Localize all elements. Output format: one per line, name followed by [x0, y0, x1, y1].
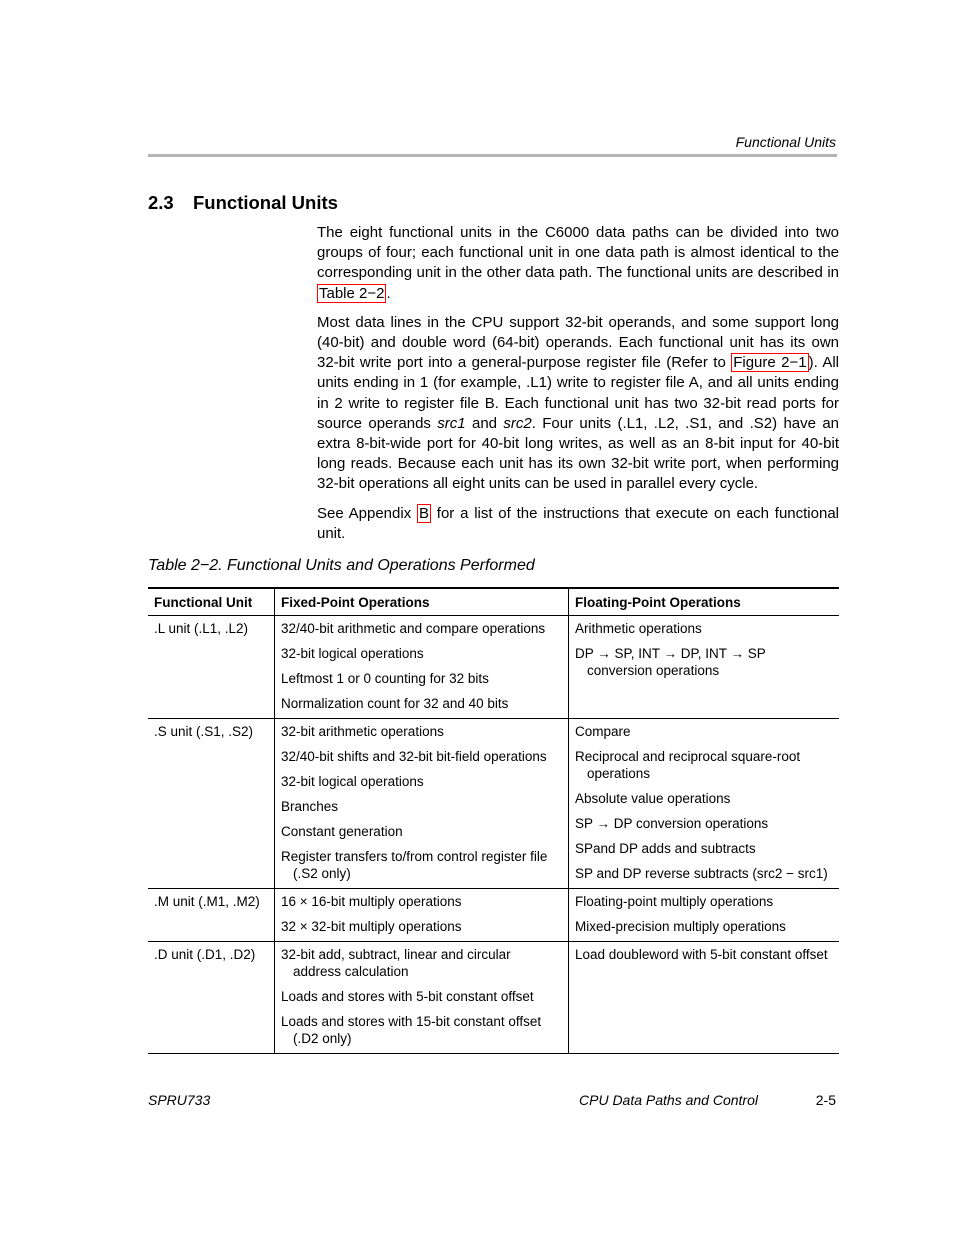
paragraph-2-text-c: and: [465, 414, 504, 432]
float-op: Arithmetic operations: [575, 621, 702, 636]
figure-2-1-link[interactable]: Figure 2−1: [733, 354, 807, 372]
float-ops-cell: [569, 616, 840, 719]
unit-cell: .M unit (.M1, .M2): [148, 889, 275, 942]
table-row: [148, 889, 839, 942]
float-op: Reciprocal and reciprocal square-root operations: [575, 749, 801, 781]
fixed-op: 32-bit logical operations: [281, 646, 424, 661]
appendix-b-link[interactable]: B: [418, 504, 429, 522]
fixed-op: 32/40-bit arithmetic and compare operations: [281, 621, 546, 636]
header-fixed-point: Fixed-Point Operations: [275, 588, 569, 616]
fixed-op: Leftmost 1 or 0 counting for 32 bits: [281, 671, 489, 686]
unit-cell: .S unit (.S1, .S2): [148, 719, 275, 889]
table-2-2-link[interactable]: Table 2−2: [319, 284, 385, 302]
fixed-op: 32/40-bit shifts and 32-bit bit-field operations: [281, 749, 547, 764]
float-op: SP → DP conversion operations: [575, 816, 769, 831]
table-row: [148, 942, 839, 1054]
fixed-op: Loads and stores with 5-bit constant offset: [281, 989, 534, 1004]
float-ops-cell: [569, 942, 840, 1054]
float-op: Floating-point multiply operations: [575, 894, 774, 909]
header-floating-point: Floating-Point Operations: [569, 588, 840, 616]
header-functional-unit: Functional Unit: [148, 588, 275, 616]
paragraph-1-text: The eight functional units in the C6000 data paths can be divided into two groups of four; each functional unit in one data path is almost identical to the corresponding unit in the other data path. The functional units are described in: [317, 224, 839, 282]
float-ops-cell: [569, 719, 840, 889]
paragraph-2-text-b: ). All units ending in 1 (for example, .L1) write to register file A, and all units ending in 2 write to register file B. Each functional unit has two 32-bit read ports for source operands: [317, 354, 839, 432]
fixed-op: Register transfers to/from control register file (.S2 only): [281, 849, 548, 881]
header-rule: [148, 154, 837, 157]
float-op: Absolute value operations: [575, 791, 731, 806]
table-header-row: [148, 588, 839, 616]
paragraph-3-text-b: for a list of the instructions that execute on each functional unit.: [317, 504, 839, 542]
float-op: SP and DP reverse subtracts (src2 − src1): [575, 866, 828, 881]
section-title: Functional Units: [193, 192, 338, 213]
fixed-op: 32 × 32-bit multiply operations: [281, 919, 462, 934]
table-row: [148, 616, 839, 719]
fixed-ops-cell: [275, 942, 569, 1054]
float-op: Mixed-precision multiply operations: [575, 919, 786, 934]
fixed-op: 32-bit logical operations: [281, 774, 424, 789]
fixed-op: 32-bit add, subtract, linear and circular address calculation: [281, 947, 511, 979]
float-op: Load doubleword with 5-bit constant offset: [575, 947, 828, 962]
footer-page-number: 2-5: [815, 1092, 836, 1108]
paragraph-2: [317, 313, 839, 495]
section-heading: [148, 192, 338, 214]
fixed-op: Normalization count for 32 and 40 bits: [281, 696, 509, 711]
functional-units-table: [148, 587, 839, 1054]
unit-cell: .D unit (.D1, .D2): [148, 942, 275, 1054]
float-ops-cell: [569, 889, 840, 942]
float-op: Compare: [575, 724, 631, 739]
paragraph-3-text-a: See Appendix: [317, 504, 417, 522]
fixed-op: 32-bit arithmetic operations: [281, 724, 444, 739]
float-op: DP → SP, INT → DP, INT → SP conversion operations: [575, 646, 766, 678]
section-number: 2.3: [148, 192, 174, 213]
fixed-ops-cell: [275, 719, 569, 889]
paragraph-1: [317, 223, 839, 304]
footer-doc-id: SPRU733: [148, 1092, 211, 1108]
fixed-op: Loads and stores with 15-bit constant offset (.D2 only): [281, 1014, 542, 1046]
table-caption: Table 2−2. Functional Units and Operations Performed: [148, 557, 535, 574]
paragraph-3: [317, 504, 839, 544]
section-body: [317, 223, 839, 553]
running-header: Functional Units: [735, 134, 836, 150]
table-row: [148, 719, 839, 889]
fixed-op: 16 × 16-bit multiply operations: [281, 894, 462, 909]
fixed-op: Constant generation: [281, 824, 403, 839]
fixed-ops-cell: [275, 616, 569, 719]
paragraph-1-end: .: [386, 284, 391, 302]
paragraph-2-text-d: . Four units (.L1, .L2, .S1, and .S2) have an extra 8-bit-wide port for 40-bit long writes, as well as an 8-bit input for 40-bit long reads. Because each unit has its own 32-bit write port, when performing 32-bit operations all eight units can be used in parallel every cycle.: [317, 414, 840, 493]
unit-cell: .L unit (.L1, .L2): [148, 616, 275, 719]
float-op: SPand DP adds and subtracts: [575, 841, 756, 856]
fixed-ops-cell: [275, 889, 569, 942]
src2-term: src2: [503, 414, 532, 432]
paragraph-2-text-a: Most data lines in the CPU support 32-bit operands, and some support long (40-bit) and double word (64-bit) operands. Each functional unit has its own 32-bit write port into a general-purpose register file (Refer to: [317, 313, 839, 372]
footer-chapter: CPU Data Paths and Control: [579, 1092, 758, 1108]
fixed-op: Branches: [281, 799, 339, 814]
src1-term: src1: [437, 414, 466, 432]
